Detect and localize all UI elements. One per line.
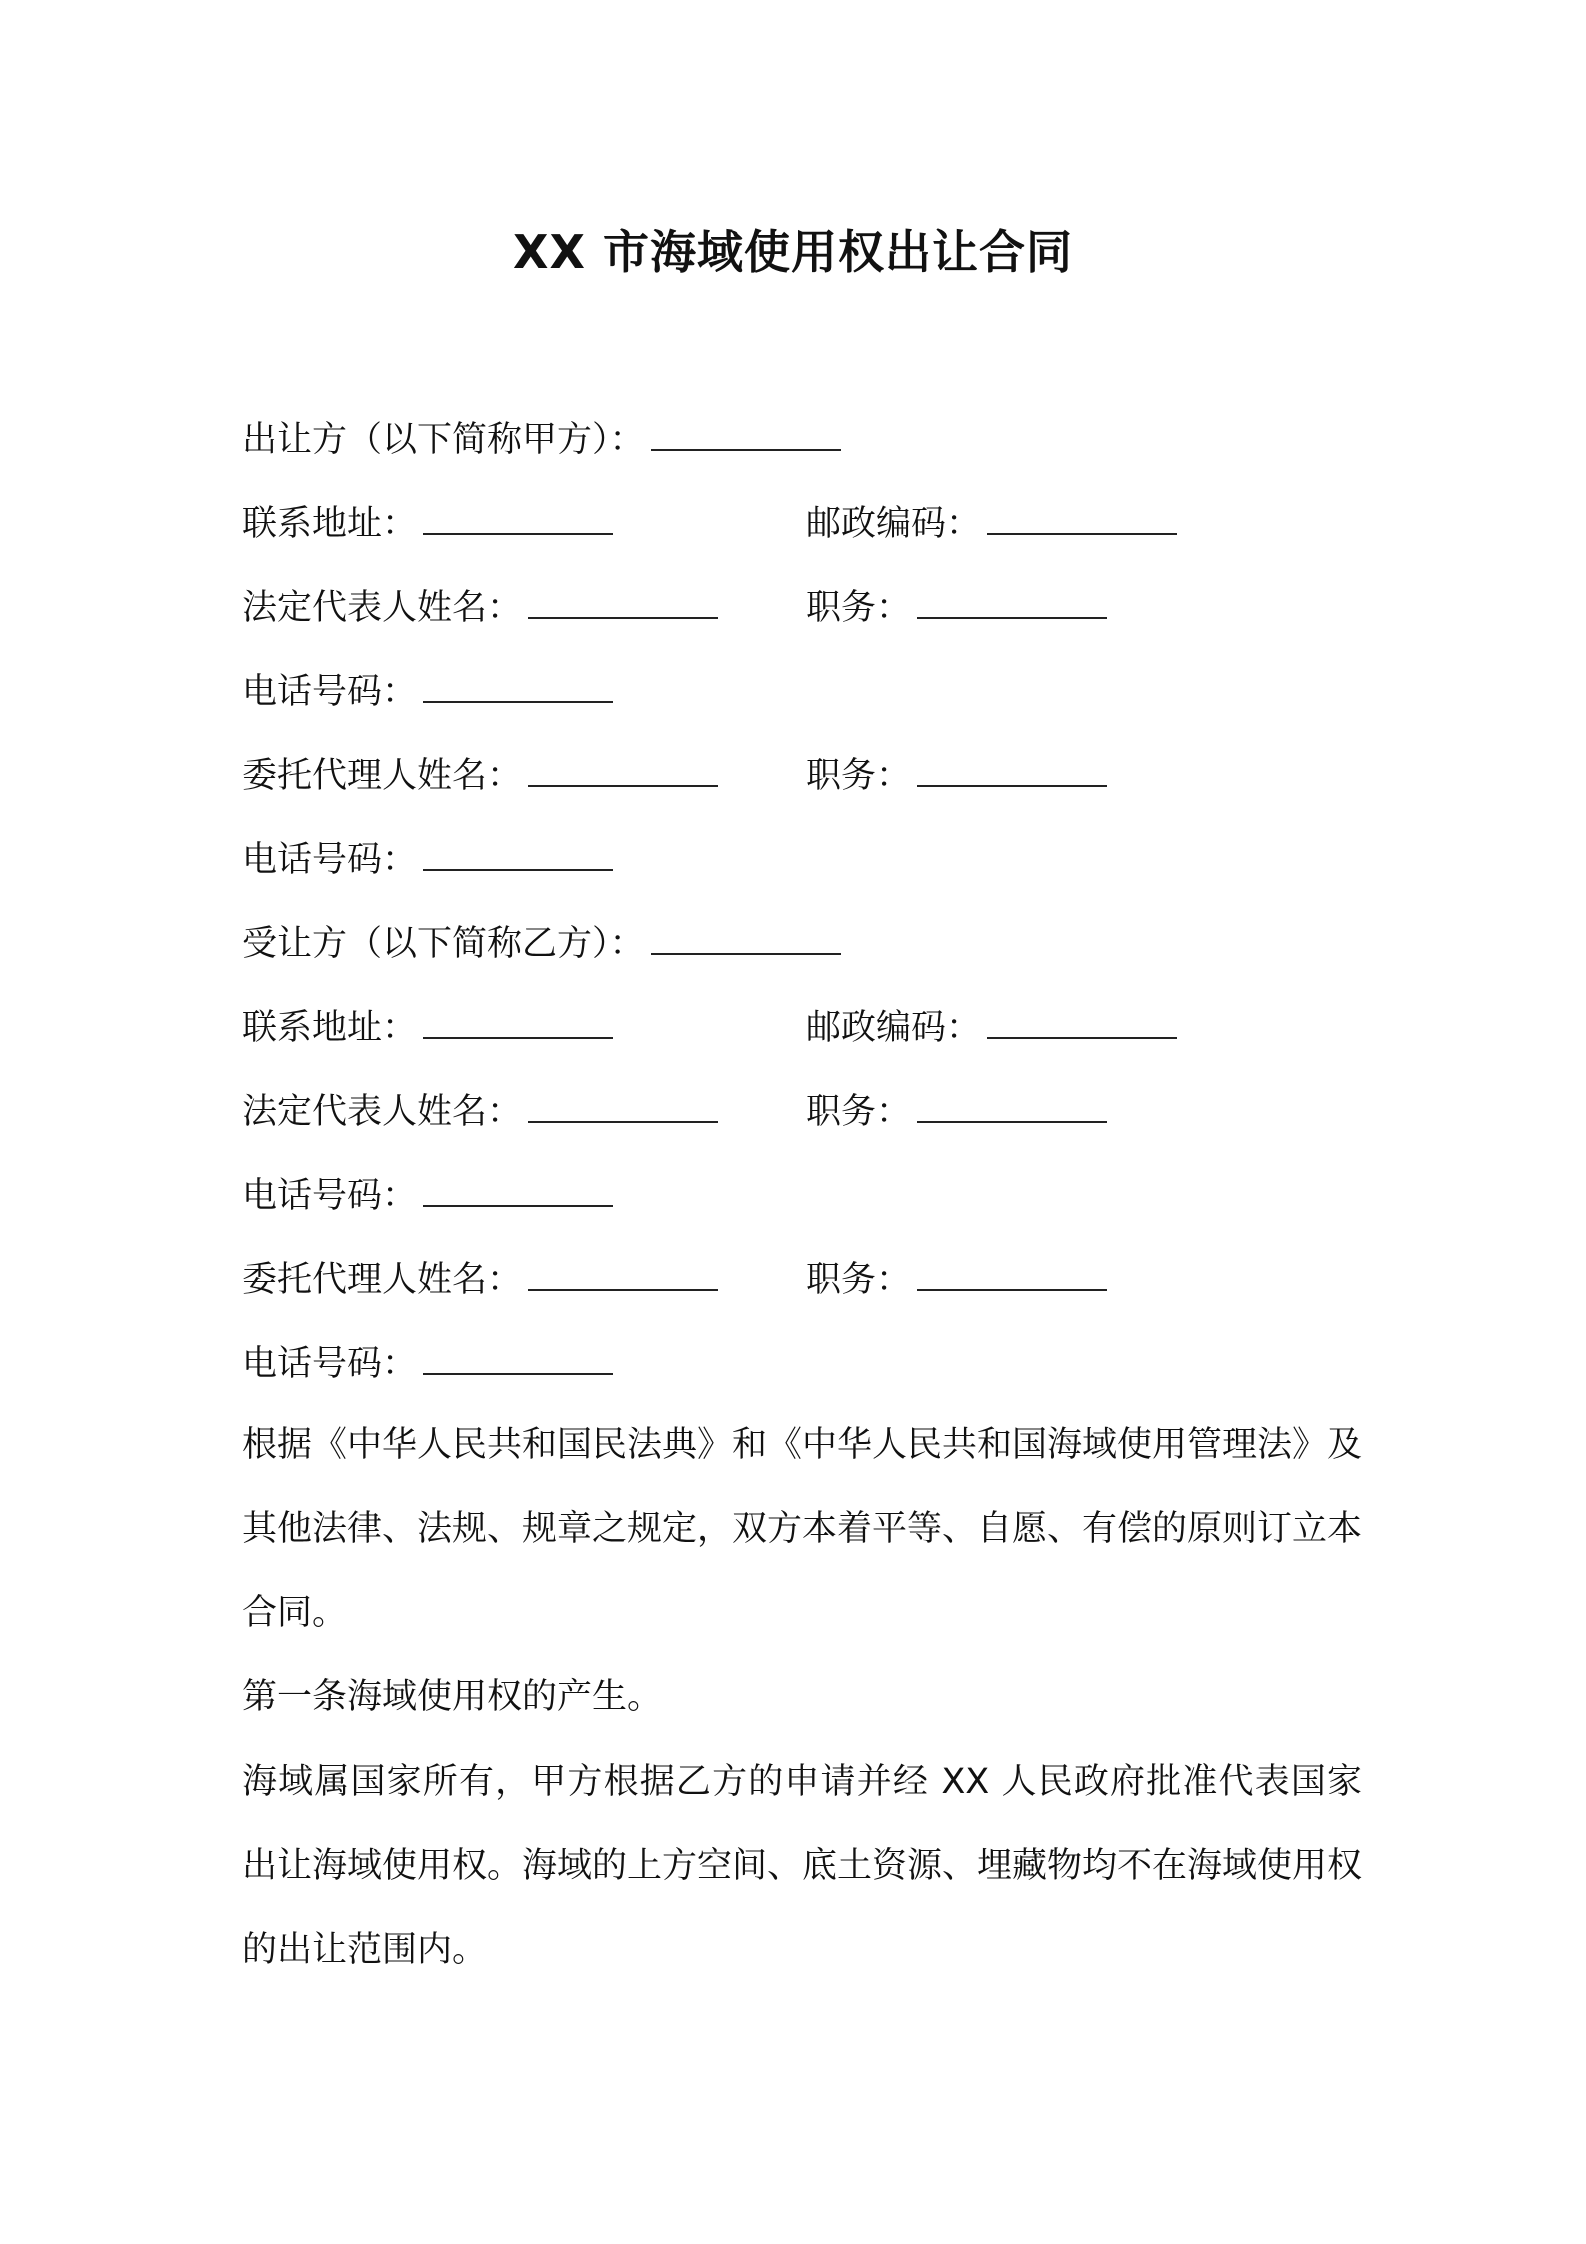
party-b-legal-rep-field [242,1077,718,1142]
party-b-address-field [242,993,613,1058]
party-a-address-blank[interactable] [423,489,613,535]
party-a-legal-rep-title-field [806,573,1107,638]
party-b-agent-phone-blank[interactable] [423,1329,613,1375]
party-a-agent-title-label: 职务： [806,756,912,796]
party-b-legal-rep-title-blank[interactable] [917,1077,1107,1123]
party-b-field [242,909,841,974]
party-a-row [242,405,1362,489]
preamble-paragraph: 根据《中华人民共和国民法典》和《中华人民共和国海域使用管理法》及其他法律、法规、规章之规定，双方本着平等、自愿、有偿的原则订立本合同。 [242,1425,1363,1633]
party-b-label: 受让方（以下简称乙方）： [242,924,645,964]
party-a-address-field [242,489,613,554]
party-a-agent-blank[interactable] [528,741,718,787]
party-b-postcode-field [806,993,1177,1058]
party-b-agent-title-field [806,1245,1107,1310]
party-a-address-label: 联系地址： [242,504,418,544]
party-a-postcode-blank[interactable] [987,489,1177,535]
party-a-legal-rep-blank[interactable] [528,573,718,619]
party-a-agent-row [242,741,1362,825]
party-b-row [242,909,1362,993]
party-b-agent-row [242,1245,1362,1329]
party-b-postcode-label: 邮政编码： [806,1008,982,1048]
party-a-legal-rep-label: 法定代表人姓名： [242,588,523,628]
party-b-agent-phone-row [242,1329,1362,1413]
party-a-legal-rep-title-blank[interactable] [917,573,1107,619]
party-info-form [242,405,1362,1413]
document-title: XX 市海域使用权出让合同 [513,225,1073,279]
party-a-agent-field [242,741,718,806]
party-b-legal-rep-label: 法定代表人姓名： [242,1092,523,1132]
party-b-legal-rep-blank[interactable] [528,1077,718,1123]
party-b-legal-rep-phone-row [242,1161,1362,1245]
party-b-legal-rep-phone-blank[interactable] [423,1161,613,1207]
party-a-legal-rep-field [242,573,718,638]
party-b-agent-blank[interactable] [528,1245,718,1291]
party-b-agent-title-label: 职务： [806,1260,912,1300]
party-b-agent-phone-label: 电话号码： [242,1344,418,1384]
party-a-agent-label: 委托代理人姓名： [242,756,523,796]
party-b-agent-title-blank[interactable] [917,1245,1107,1291]
party-b-agent-label: 委托代理人姓名： [242,1260,523,1300]
party-a-postcode-field [806,489,1177,554]
party-a-legal-rep-phone-label: 电话号码： [242,672,418,712]
party-a-agent-phone-field [242,825,613,890]
party-a-agent-phone-blank[interactable] [423,825,613,871]
party-b-blank[interactable] [651,909,841,955]
party-a-legal-rep-phone-field [242,657,613,722]
party-a-field [242,405,841,470]
party-a-legal-rep-row [242,573,1362,657]
party-b-legal-rep-phone-label: 电话号码： [242,1176,418,1216]
party-b-address-row [242,993,1362,1077]
party-a-agent-title-field [806,741,1107,806]
party-a-label: 出让方（以下简称甲方）： [242,420,645,460]
party-b-legal-rep-row [242,1077,1362,1161]
party-a-address-row [242,489,1362,573]
party-b-agent-field [242,1245,718,1310]
party-a-legal-rep-phone-blank[interactable] [423,657,613,703]
party-b-address-label: 联系地址： [242,1008,418,1048]
party-b-address-blank[interactable] [423,993,613,1039]
party-b-agent-phone-field [242,1329,613,1394]
party-a-agent-title-blank[interactable] [917,741,1107,787]
party-a-postcode-label: 邮政编码： [806,504,982,544]
party-b-legal-rep-phone-field [242,1161,613,1226]
party-a-agent-phone-row [242,825,1362,909]
party-a-legal-rep-phone-row [242,657,1362,741]
party-a-blank[interactable] [651,405,841,451]
article-1-heading: 第一条海域使用权的产生。 [242,1677,663,1717]
party-a-legal-rep-title-label: 职务： [806,588,912,628]
party-a-agent-phone-label: 电话号码： [242,840,418,880]
party-b-legal-rep-title-field [806,1077,1107,1142]
article-1-body: 海域属国家所有，甲方根据乙方的申请并经 XX 人民政府批准代表国家出让海域使用权。海域的上方空间、底土资源、埋藏物均不在海域使用权的出让范围内。 [242,1762,1363,1970]
party-b-postcode-blank[interactable] [987,993,1177,1039]
party-b-legal-rep-title-label: 职务： [806,1092,912,1132]
